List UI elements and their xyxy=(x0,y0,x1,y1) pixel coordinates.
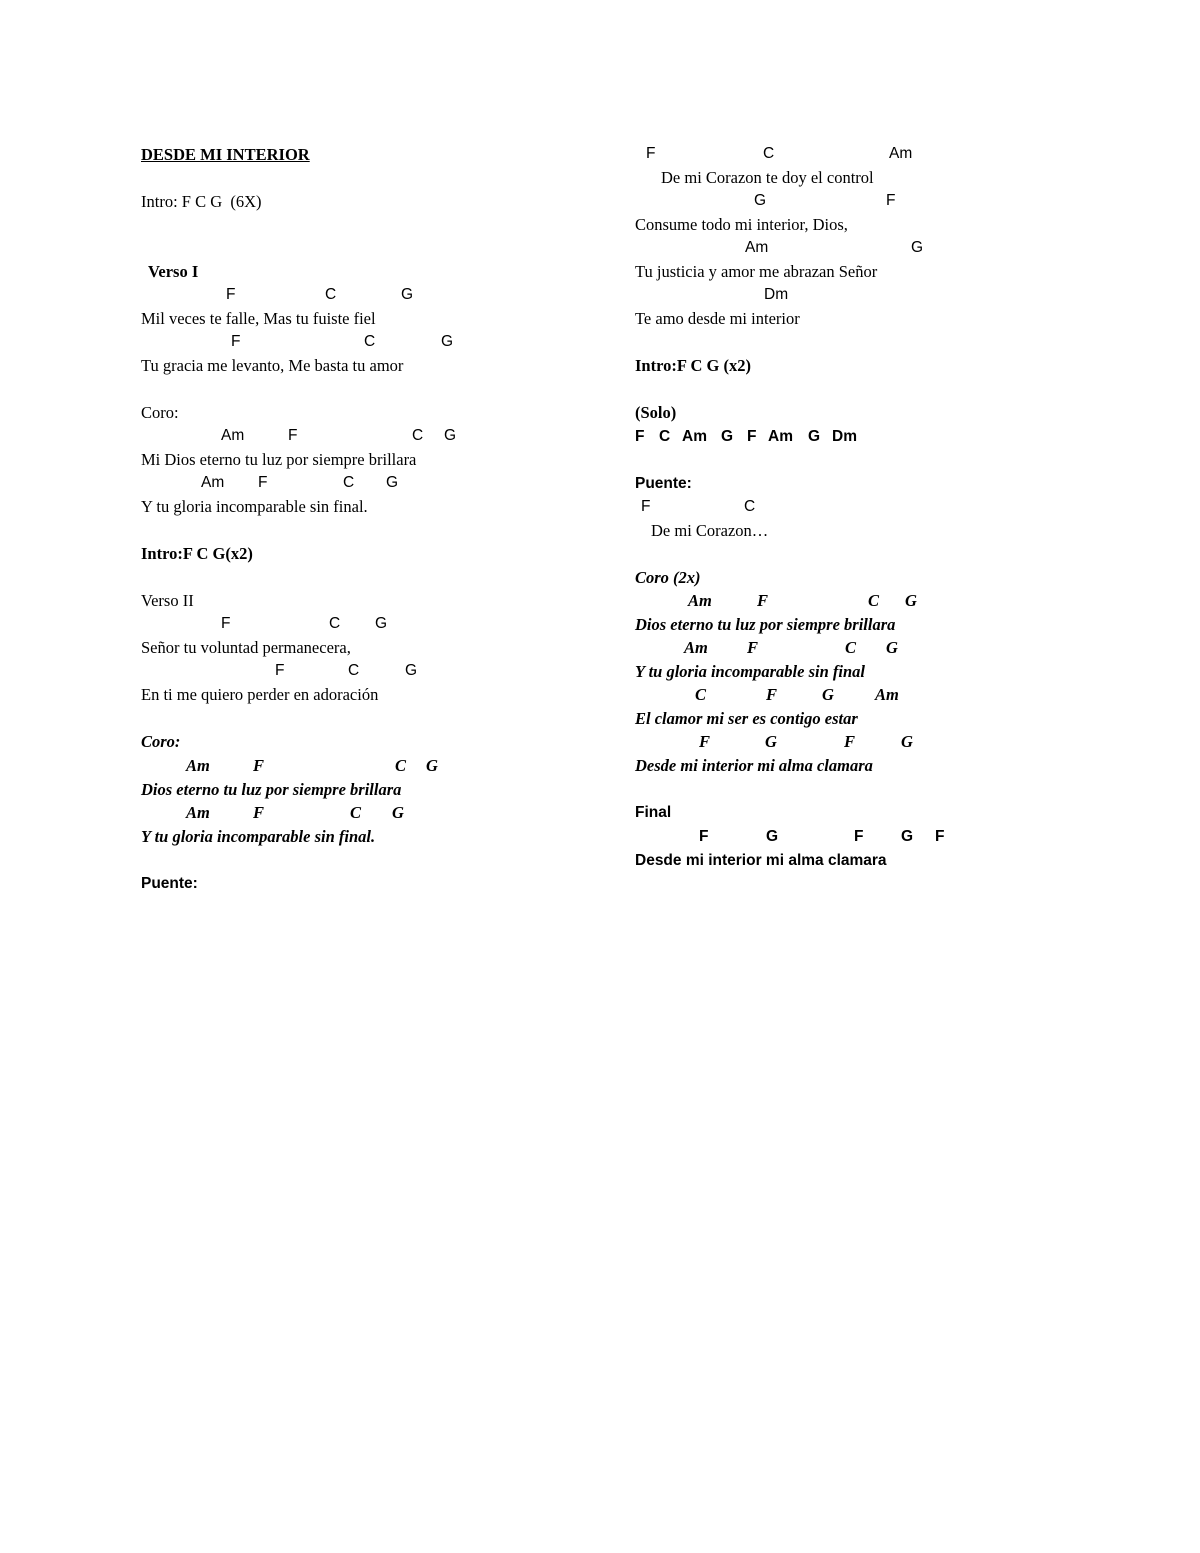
chord: G xyxy=(822,685,834,704)
coro1-lyric2: Y tu gloria incomparable sin final. xyxy=(141,497,368,516)
puente2-lyric: De mi Corazon… xyxy=(651,521,769,540)
intro3-line: Intro:F C G (x2) xyxy=(635,356,751,375)
chord: F xyxy=(747,428,757,445)
chord: G xyxy=(392,803,404,822)
chord: Dm xyxy=(832,428,857,445)
chord: F xyxy=(231,333,241,350)
chord: Am xyxy=(186,803,210,822)
coro1-label: Coro: xyxy=(141,403,179,422)
chord: G xyxy=(808,428,821,445)
chord: F xyxy=(635,428,645,445)
coro2-lyric2: Y tu gloria incomparable sin final. xyxy=(141,827,376,846)
puente1-lyric2: Consume todo mi interior, Dios, xyxy=(635,215,848,234)
chord: F xyxy=(766,685,778,704)
solo-label: (Solo) xyxy=(635,403,677,422)
chord: C xyxy=(343,474,355,491)
chord: Am xyxy=(221,427,245,444)
chord: F xyxy=(854,828,864,845)
chord: G xyxy=(905,591,917,610)
coro2-label: Coro: xyxy=(141,732,181,751)
chord: F xyxy=(935,828,945,845)
chord: G xyxy=(886,638,898,657)
coro1-lyric1: Mi Dios eterno tu luz por siempre brillara xyxy=(141,450,417,469)
chord: C xyxy=(744,498,756,515)
chord: Am xyxy=(684,638,708,657)
chord: F xyxy=(641,498,651,515)
chord: G xyxy=(754,192,767,209)
verse2-lyric1: Señor tu voluntad permanecera, xyxy=(141,638,351,657)
verse1-lyric1: Mil veces te falle, Mas tu fuiste fiel xyxy=(141,309,376,328)
chord: F xyxy=(258,474,268,491)
chord: Am xyxy=(201,474,225,491)
verse2-lyric2: En ti me quiero perder en adoración xyxy=(141,685,379,704)
chord: C xyxy=(364,333,376,350)
final-lyric: Desde mi interior mi alma clamara xyxy=(635,852,887,869)
chord: G xyxy=(444,427,457,444)
puente2-label: Puente: xyxy=(635,475,692,492)
chord: F xyxy=(226,286,236,303)
chord: F xyxy=(747,638,759,657)
chord: G xyxy=(405,662,418,679)
coro2-lyric1: Dios eterno tu luz por siempre brillara xyxy=(141,780,402,799)
coro3-lyric4: Desde mi interior mi alma clamara xyxy=(635,756,873,775)
puente1-lyric3: Tu justicia y amor me abrazan Señor xyxy=(635,262,878,281)
chord: F xyxy=(699,732,711,751)
chord: F xyxy=(288,427,298,444)
chord: Am xyxy=(889,145,913,162)
chord: G xyxy=(901,732,913,751)
intro-line: Intro: F C G (6X) xyxy=(141,192,262,211)
chord: F xyxy=(757,591,769,610)
chord: F xyxy=(221,615,231,632)
chord: F xyxy=(253,756,265,775)
chord: G xyxy=(386,474,399,491)
chord: Am xyxy=(186,756,210,775)
coro3-lyric1: Dios eterno tu luz por siempre brillara xyxy=(635,615,896,634)
puente1-lyric1: De mi Corazon te doy el control xyxy=(661,168,874,187)
verse1-label: Verso I xyxy=(148,262,199,281)
chord: C xyxy=(845,638,857,657)
intro2-line: Intro:F C G(x2) xyxy=(141,544,253,563)
puente1-label: Puente: xyxy=(141,875,198,892)
chord: G xyxy=(426,756,438,775)
chord: C xyxy=(348,662,360,679)
chord: G xyxy=(375,615,388,632)
coro3-label: Coro (2x) xyxy=(635,568,701,587)
chord: Am xyxy=(682,428,707,445)
chord: G xyxy=(401,286,414,303)
coro3-lyric2: Y tu gloria incomparable sin final xyxy=(635,662,865,681)
chord: G xyxy=(765,732,777,751)
chord: G xyxy=(901,828,914,845)
puente1-lyric4: Te amo desde mi interior xyxy=(635,309,800,328)
chord: F xyxy=(844,732,856,751)
chord: G xyxy=(721,428,734,445)
chord: F xyxy=(699,828,709,845)
chord: C xyxy=(412,427,424,444)
verse1-lyric2: Tu gracia me levanto, Me basta tu amor xyxy=(141,356,404,375)
chord: C xyxy=(659,428,671,445)
chord: F xyxy=(886,192,896,209)
chord: C xyxy=(350,803,362,822)
chord: G xyxy=(911,239,924,256)
chord: C xyxy=(329,615,341,632)
chord: Am xyxy=(768,428,793,445)
chord: F xyxy=(646,145,656,162)
chord: C xyxy=(695,685,707,704)
chord: C xyxy=(395,756,407,775)
chord: Dm xyxy=(764,286,789,303)
song-title: DESDE MI INTERIOR xyxy=(141,145,310,164)
final-label: Final xyxy=(635,804,672,821)
chord: G xyxy=(441,333,454,350)
chord: Am xyxy=(875,685,899,704)
chord: Am xyxy=(745,239,769,256)
chord: C xyxy=(868,591,880,610)
chord: F xyxy=(253,803,265,822)
chord: Am xyxy=(688,591,712,610)
chord: G xyxy=(766,828,779,845)
coro3-lyric3: El clamor mi ser es contigo estar xyxy=(635,709,858,728)
chord: C xyxy=(325,286,337,303)
chord: F xyxy=(275,662,285,679)
chord: C xyxy=(763,145,775,162)
verse2-label: Verso II xyxy=(141,591,194,610)
